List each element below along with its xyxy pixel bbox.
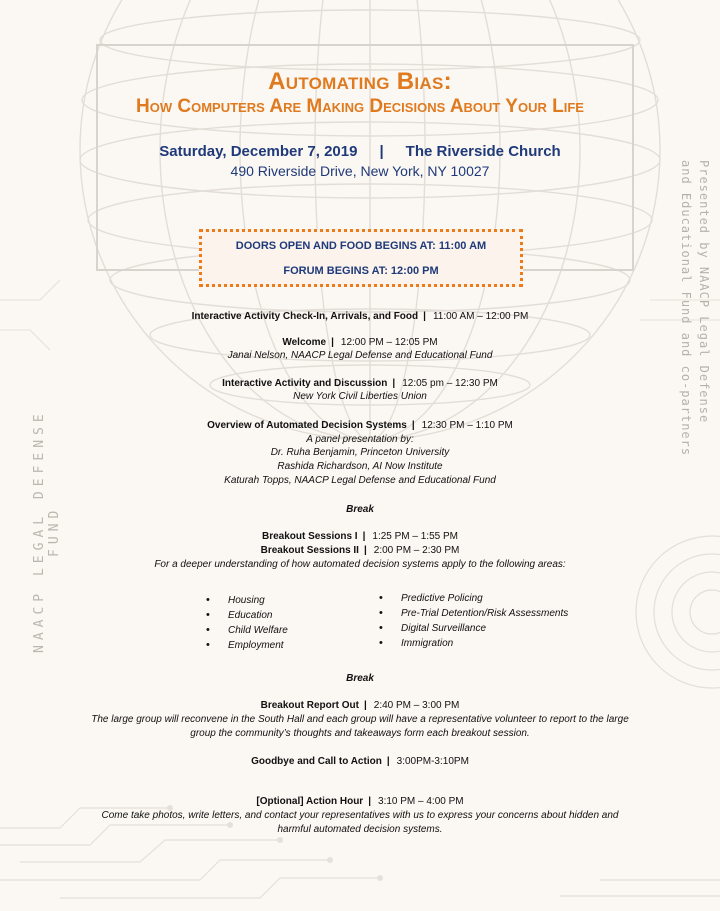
panel-intro: A panel presentation by:: [306, 434, 414, 445]
doors-open-box: [199, 229, 523, 287]
checkin-row: [40, 311, 680, 323]
panel-speaker: Dr. Ruha Benjamin, Princeton University: [270, 447, 450, 458]
area-housing: Housing: [228, 595, 265, 606]
report-description-line: group the community’s thoughts and takeaways form each breakout session.: [190, 728, 530, 739]
panel-speaker: Katurah Topps, NAACP Legal Defense and Educational Fund: [224, 475, 496, 486]
breakout-2-row: [40, 545, 680, 557]
list-item: [206, 624, 288, 637]
list-item: [379, 607, 569, 620]
welcome-time: 12:00 PM – 12:05 PM: [340, 337, 438, 348]
list-item: [379, 637, 454, 650]
list-item: [206, 639, 284, 652]
bullet-icon: •: [379, 622, 383, 634]
bullet-icon: •: [206, 639, 210, 651]
discussion-time: 12:05 pm – 12:30 PM: [402, 378, 498, 389]
bullet-icon: •: [379, 637, 383, 649]
forum-begins-text: FORUM BEGINS AT: 12:00 PM: [283, 265, 439, 277]
date-venue-line: [0, 143, 720, 160]
presented-by-line-2: and Educational Fund and co-partners: [679, 160, 693, 457]
goodbye-row: [40, 756, 680, 768]
list-item: [206, 594, 265, 607]
breakout-2-title: Breakout Sessions II: [260, 545, 359, 556]
checkin-title: Interactive Activity Check-In, Arrivals, and Food: [191, 311, 419, 322]
breakout-1-title: Breakout Sessions I: [261, 531, 358, 542]
discussion-host: New York Civil Liberties Union: [293, 391, 427, 402]
report-row: [40, 700, 680, 712]
goodbye-time: 3:00PM-3:10PM: [396, 756, 469, 767]
action-description-line: harmful automated decision systems.: [277, 824, 443, 835]
date-separator: |: [379, 143, 384, 160]
bullet-icon: •: [206, 624, 210, 636]
event-venue: The Riverside Church: [405, 143, 561, 160]
bullet-icon: •: [206, 609, 210, 621]
row-separator: |: [423, 311, 426, 322]
row-separator: |: [363, 545, 367, 556]
list-item: [379, 622, 487, 635]
welcome-title: Welcome: [282, 337, 327, 348]
event-address: 490 Riverside Drive, New York, NY 10027: [230, 163, 490, 179]
row-separator: |: [368, 796, 372, 807]
action-description-line: Come take photos, write letters, and contact your representatives with us to express your concerns about hidden and: [101, 810, 619, 821]
row-separator: |: [392, 378, 396, 389]
goodbye-title: Goodbye and Call to Action: [251, 756, 382, 767]
bullet-icon: •: [206, 594, 210, 606]
row-separator: |: [331, 337, 334, 348]
action-description: [60, 809, 660, 837]
welcome-speaker: Janai Nelson, NAACP Legal Defense and Educational Fund: [227, 350, 493, 361]
break-label: Break: [346, 504, 374, 515]
breakout-1-time: 1:25 PM – 1:55 PM: [372, 531, 458, 542]
checkin-time: 11:00 AM – 12:00 PM: [432, 311, 529, 322]
area-employment: Employment: [228, 640, 284, 651]
event-title: Automating Bias:: [268, 68, 452, 95]
area-predictive-policing: Predictive Policing: [401, 593, 483, 604]
doors-open-text: DOORS OPEN AND FOOD BEGINS AT: 11:00 AM: [235, 240, 487, 252]
list-item: [206, 609, 273, 622]
bullet-icon: •: [379, 592, 383, 604]
area-child-welfare: Child Welfare: [228, 625, 288, 636]
action-time: 3:10 PM – 4:00 PM: [378, 796, 464, 807]
breakout-1-row: [40, 531, 680, 543]
breakout-note: For a deeper understanding of how automated decision systems apply to the following areas:: [154, 559, 566, 570]
report-title: Breakout Report Out: [260, 700, 359, 711]
bullet-icon: •: [379, 607, 383, 619]
event-subtitle: How Computers Are Making Decisions About Your Life: [136, 96, 584, 117]
breakout-2-time: 2:00 PM – 2:30 PM: [373, 545, 460, 556]
overview-time: 12:30 PM – 1:10 PM: [421, 420, 513, 431]
welcome-row: [40, 337, 680, 349]
area-education: Education: [228, 610, 273, 621]
report-description-line: The large group will reconvene in the South Hall and each group will have a representative volunteer to report to the large: [91, 714, 629, 725]
overview-title: Overview of Automated Decision Systems: [207, 420, 407, 431]
row-separator: |: [363, 700, 367, 711]
presented-by-sidebar: [677, 160, 713, 456]
action-row: [40, 796, 680, 808]
report-time: 2:40 PM – 3:00 PM: [373, 700, 460, 711]
discussion-title: Interactive Activity and Discussion: [222, 378, 388, 389]
row-separator: |: [411, 420, 415, 431]
row-separator: |: [386, 756, 390, 767]
break-label: Break: [346, 673, 374, 684]
panel-speaker: Rashida Richardson, AI Now Institute: [277, 461, 443, 472]
event-date: Saturday, December 7, 2019: [159, 143, 358, 160]
area-immigration: Immigration: [401, 638, 454, 649]
ldf-watermark: NAACP LEGAL DEFENSE FUND: [32, 409, 62, 653]
row-separator: |: [362, 531, 366, 542]
area-surveillance: Digital Surveillance: [401, 623, 487, 634]
action-title: [Optional] Action Hour: [256, 796, 364, 807]
discussion-row: [40, 378, 680, 390]
area-pretrial: Pre-Trial Detention/Risk Assessments: [401, 608, 569, 619]
presented-by-line-1: Presented by NAACP Legal Defense: [697, 160, 711, 424]
list-item: [379, 592, 483, 605]
overview-row: [40, 420, 680, 432]
report-description: [60, 713, 660, 741]
